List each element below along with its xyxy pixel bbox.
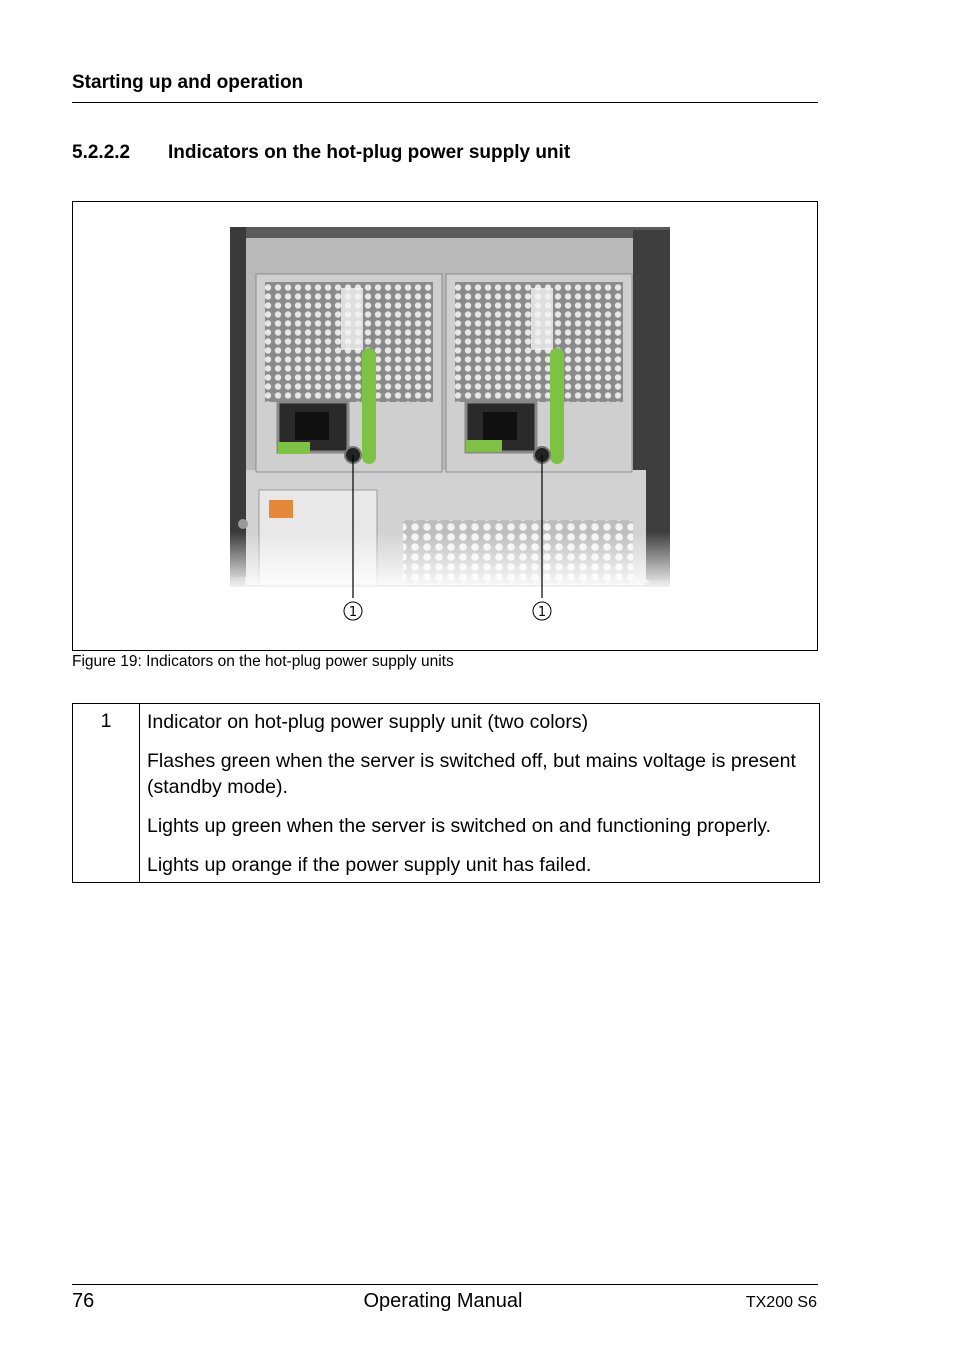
svg-text:1: 1 (348, 605, 358, 620)
legend-line-1: Indicator on hot-plug power supply unit (two colors) (147, 711, 589, 733)
power-supply-unit-1 (256, 274, 442, 472)
legend-key: 1 (73, 704, 140, 883)
manual-title: Operating Manual (363, 1290, 523, 1312)
legend-line-2: Flashes green when the server is switched off, but mains voltage is present (standby mode). (147, 750, 796, 798)
legend-line-4: Lights up orange if the power supply unit has failed. (147, 854, 592, 876)
page-number: 76 (72, 1290, 95, 1312)
power-supply-unit-2 (446, 274, 632, 472)
running-header: Starting up and operation (72, 72, 304, 93)
section-number: 5.2.2.2 (72, 142, 131, 163)
legend-table (72, 703, 820, 883)
model-name: TX200 S6 (745, 1294, 817, 1311)
psu-photo-illustration (73, 202, 817, 650)
legend-row (73, 704, 820, 883)
legend-description (140, 704, 820, 883)
figure-frame (72, 201, 818, 651)
callout-marker-1 (344, 602, 362, 620)
footer-divider (72, 1284, 818, 1285)
figure-caption: Figure 19: Indicators on the hot-plug power supply units (72, 653, 454, 670)
section-title: Indicators on the hot-plug power supply unit (168, 142, 571, 163)
svg-text:1: 1 (537, 605, 547, 620)
callout-marker-2 (533, 602, 551, 620)
header-divider (72, 102, 818, 103)
legend-line-3: Lights up green when the server is switched on and functioning properly. (147, 815, 772, 837)
